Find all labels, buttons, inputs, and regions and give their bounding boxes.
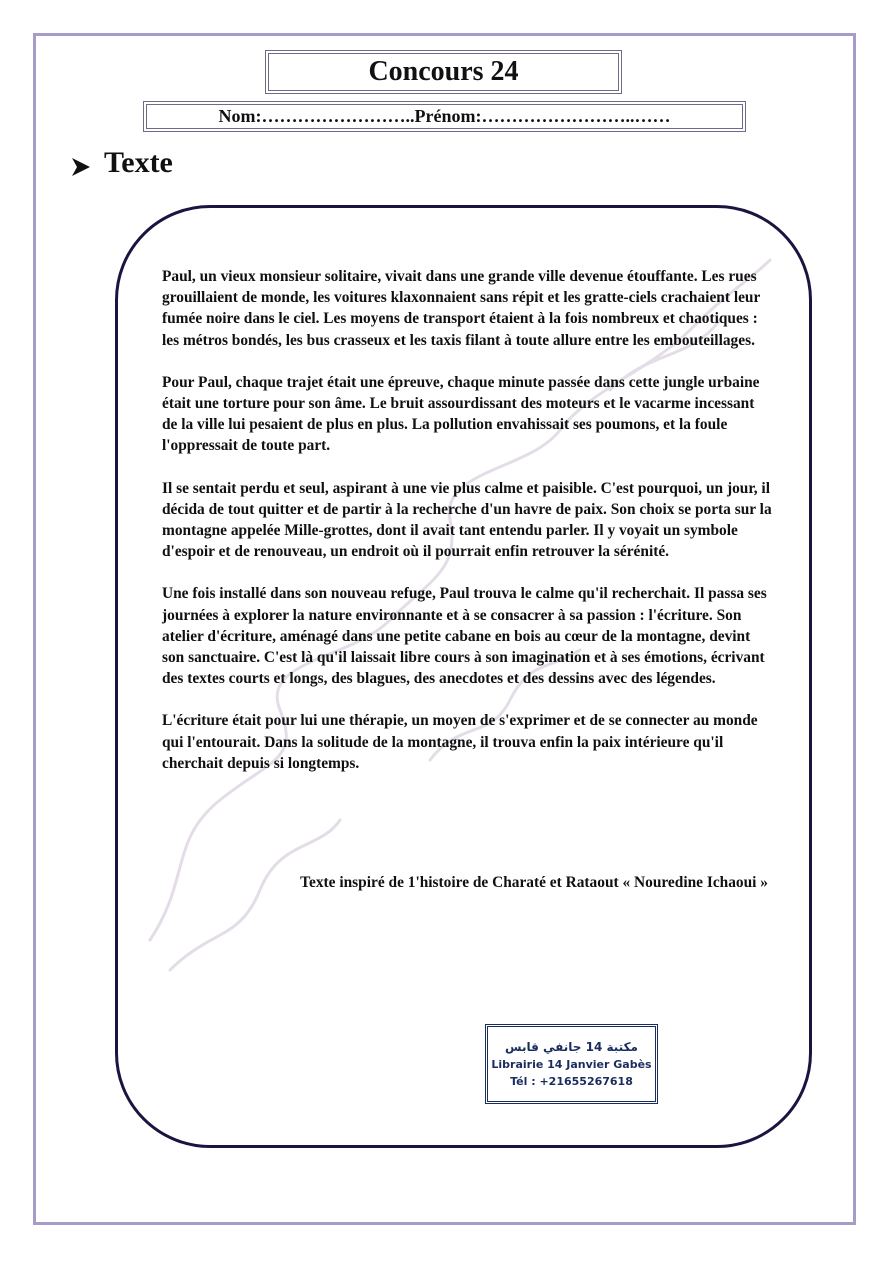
name-line: Nom:……………………..Prénom:……………………..…… xyxy=(218,106,671,126)
stamp-arabic-name: مكتبة 14 جانفي قابس xyxy=(505,1039,638,1054)
name-field-box xyxy=(143,101,746,132)
paragraph: L'écriture était pour lui une thérapie, un moyen de s'exprimer et de se connecter au monde qui l'entourait. Dans la solitude de la montagne, il trouva enfin la paix intérieure qu'il cherchait depuis si longtemps. xyxy=(162,712,758,772)
bookshop-stamp xyxy=(485,1024,658,1104)
paragraph: Pour Paul, chaque trajet était une épreuve, chaque minute passée dans cette jungle urbaine était une torture pour son âme. Le bruit assourdissant des moteurs et le vacarme incessant de la ville lui pesaient de plus en plus. La pollution envahissait ses poumons, et la foule l'oppressait de toute part. xyxy=(162,373,760,455)
arrowhead-right-icon xyxy=(70,152,92,174)
section-heading xyxy=(70,146,173,180)
section-title: Texte xyxy=(104,146,173,179)
body-text xyxy=(162,266,772,795)
paragraph: Paul, un vieux monsieur solitaire, vivait dans une grande ville devenue étouffante. Les rues grouillaient de monde, les voitures klaxonnaient sans répit et les gratte-ciels crachaient leur fumée noire dans le ciel. Les moyens de transport étaient à la fois nombreux et chaotiques : les métros bondés, les bus crasseux et les taxis filant à toute allure entre les embouteillages. xyxy=(162,268,761,349)
exam-title: Concours 24 xyxy=(368,56,519,87)
exam-title-box xyxy=(265,50,622,94)
paragraph: Il se sentait perdu et seul, aspirant à une vie plus calme et paisible. C'est pourquoi, un jour, il décida de tout quitter et de partir à la recherche d'un havre de paix. Son choix se porta sur la montagne appelée Mille-grottes, dont il avait tant entendu parler. Il y voyait un symbole d'espoir et de renouveau, un endroit où il pourrait enfin retrouver la sérénité. xyxy=(162,479,772,561)
paragraph: Une fois installé dans son nouveau refuge, Paul trouva le calme qu'il recherchait. Il passa ses journées à explorer la nature environnante et à se consacrer à sa passion : l'écriture. Son atelier d'écriture, aménagé dans une petite cabane en bois au cœur de la montagne, devint son sanctuaire. C'est là qu'il laissait libre cours à son imagination et à ses émotions, écrivant des textes courts et longs, des blagues, des anecdotes et des dessins avec des légendes. xyxy=(162,585,767,688)
text-source: Texte inspiré de 1'histoire de Charaté et Rataout « Nouredine Ichaoui » xyxy=(300,874,768,891)
stamp-phone: Tél : +21655267618 xyxy=(510,1074,633,1088)
stamp-name: Librairie 14 Janvier Gabès xyxy=(491,1057,652,1071)
